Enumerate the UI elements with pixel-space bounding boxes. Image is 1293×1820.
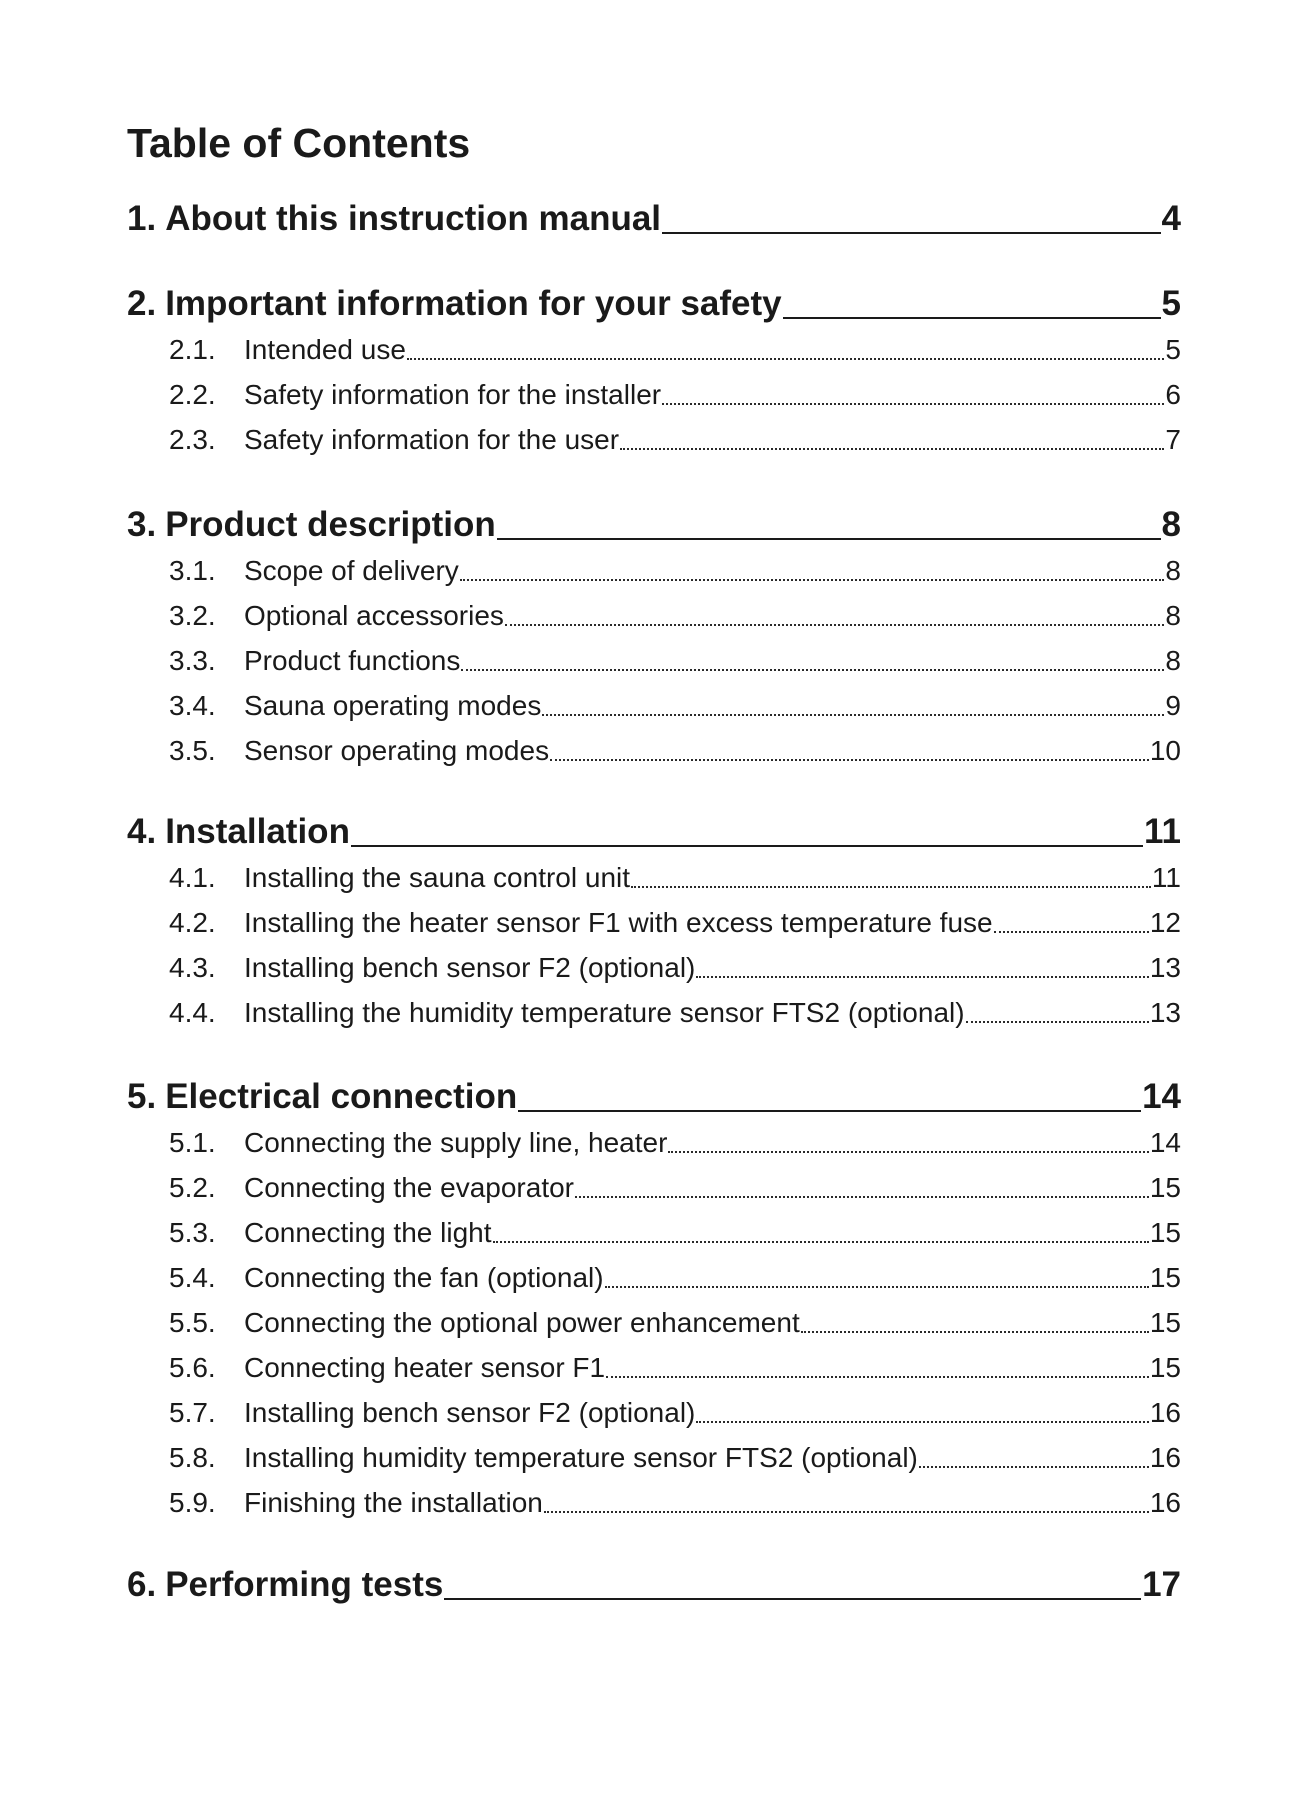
- page-number: 8: [1161, 505, 1181, 544]
- section-title: Installing the sauna control unit: [244, 862, 631, 893]
- page-number: 16: [1149, 1397, 1181, 1428]
- dot-leader: [994, 931, 1149, 933]
- section-number: 5.6.: [169, 1352, 216, 1383]
- toc-section-entry[interactable]: [169, 1215, 1181, 1251]
- section-title: Installing the heater sensor F1 with excess temperature fuse: [244, 907, 993, 938]
- page-number: 12: [1149, 907, 1181, 938]
- dot-leader: [542, 714, 1164, 716]
- section-title: Connecting the optional power enhancement: [244, 1307, 800, 1338]
- section-title: Intended use: [244, 334, 406, 365]
- page-number: 7: [1165, 424, 1181, 455]
- section-number: 3.4.: [169, 690, 216, 721]
- chapter-title: Product description: [165, 505, 496, 544]
- section-number: 5.2.: [169, 1172, 216, 1203]
- section-number: 5.4.: [169, 1262, 216, 1293]
- section-number: 3.5.: [169, 735, 216, 766]
- page-number: 6: [1165, 379, 1181, 410]
- dot-leader: [631, 886, 1151, 888]
- section-number: 5.3.: [169, 1217, 216, 1248]
- dot-leader: [575, 1196, 1149, 1198]
- chapter-title: Important information for your safety: [165, 284, 782, 323]
- section-number: 5.9.: [169, 1487, 216, 1518]
- section-title: Installing humidity temperature sensor FTS2 (optional): [244, 1442, 918, 1473]
- page-number: 8: [1165, 555, 1181, 586]
- dot-leader: [620, 448, 1164, 450]
- toc-section-entry[interactable]: [169, 1485, 1181, 1521]
- section-title: Connecting heater sensor F1: [244, 1352, 606, 1383]
- dot-leader: [493, 1241, 1149, 1243]
- toc-chapter-entry[interactable]: [127, 1563, 1181, 1607]
- leader-line: [783, 317, 1161, 319]
- chapter-title: About this instruction manual: [165, 199, 662, 238]
- leader-line: [351, 845, 1143, 847]
- page-number: 11: [1151, 862, 1181, 893]
- chapter-number: 6.: [127, 1565, 157, 1604]
- section-title: Product functions: [244, 645, 461, 676]
- section-number: 4.1.: [169, 862, 216, 893]
- chapter-number: 1.: [127, 199, 157, 238]
- leader-line: [497, 538, 1161, 540]
- section-title: Installing bench sensor F2 (optional): [244, 1397, 696, 1428]
- chapter-title: Performing tests: [165, 1565, 444, 1604]
- dot-leader: [668, 1151, 1148, 1153]
- chapter-number: 4.: [127, 812, 157, 851]
- page-number: 16: [1149, 1442, 1181, 1473]
- section-number: 5.7.: [169, 1397, 216, 1428]
- toc-section-entry[interactable]: [169, 995, 1181, 1031]
- section-number: 2.3.: [169, 424, 216, 455]
- section-title: Safety information for the user: [244, 424, 620, 455]
- toc-section-entry[interactable]: [169, 1395, 1181, 1431]
- section-title: Connecting the fan (optional): [244, 1262, 604, 1293]
- dot-leader: [505, 624, 1165, 626]
- dot-leader: [801, 1331, 1149, 1333]
- page-number: 15: [1149, 1172, 1181, 1203]
- dot-leader: [544, 1511, 1149, 1513]
- section-number: 4.3.: [169, 952, 216, 983]
- toc-section-entry[interactable]: [169, 643, 1181, 679]
- section-title: Sensor operating modes: [244, 735, 550, 766]
- section-number: 5.1.: [169, 1127, 216, 1158]
- page-number: 13: [1149, 997, 1181, 1028]
- toc-section-entry[interactable]: [169, 332, 1181, 368]
- section-title: Installing the humidity temperature sensor FTS2 (optional): [244, 997, 965, 1028]
- section-title: Optional accessories: [244, 600, 504, 631]
- toc-section-entry[interactable]: [169, 1260, 1181, 1296]
- page-number: 15: [1149, 1217, 1181, 1248]
- dot-leader: [662, 403, 1164, 405]
- dot-leader: [407, 358, 1165, 360]
- dot-leader: [605, 1286, 1149, 1288]
- page-number: 17: [1142, 1565, 1181, 1604]
- page-number: 13: [1149, 952, 1181, 983]
- dot-leader: [696, 976, 1148, 978]
- page-number: 4: [1161, 199, 1181, 238]
- page-number: 9: [1165, 690, 1181, 721]
- section-number: 4.4.: [169, 997, 216, 1028]
- page-number: 15: [1149, 1262, 1181, 1293]
- page-number: 11: [1144, 812, 1181, 851]
- dot-leader: [696, 1421, 1148, 1423]
- dot-leader: [606, 1376, 1149, 1378]
- toc-chapter-entry[interactable]: [127, 1075, 1181, 1119]
- section-number: 5.8.: [169, 1442, 216, 1473]
- toc-section-entry[interactable]: [169, 950, 1181, 986]
- toc-section-entry[interactable]: [169, 905, 1181, 941]
- page-number: 5: [1161, 284, 1181, 323]
- section-title: Sauna operating modes: [244, 690, 542, 721]
- toc-section-entry[interactable]: [169, 1305, 1181, 1341]
- chapter-number: 3.: [127, 505, 157, 544]
- toc-section-entry[interactable]: [169, 422, 1181, 458]
- section-title: Connecting the evaporator: [244, 1172, 574, 1203]
- section-title: Finishing the installation: [244, 1487, 543, 1518]
- section-title: Safety information for the installer: [244, 379, 662, 410]
- toc-section-entry[interactable]: [169, 1350, 1181, 1386]
- toc-section-entry[interactable]: [169, 377, 1181, 413]
- toc-chapter-entry[interactable]: [127, 503, 1181, 547]
- page-number: 16: [1149, 1487, 1181, 1518]
- section-title: Connecting the light: [244, 1217, 492, 1248]
- dot-leader: [550, 759, 1149, 761]
- chapter-number: 5.: [127, 1077, 157, 1116]
- page-number: 15: [1149, 1352, 1181, 1383]
- section-number: 2.2.: [169, 379, 216, 410]
- toc-section-entry[interactable]: [169, 860, 1181, 896]
- page-number: 5: [1165, 334, 1181, 365]
- dot-leader: [966, 1021, 1149, 1023]
- section-title: Connecting the supply line, heater: [244, 1127, 668, 1158]
- dot-leader: [460, 579, 1165, 581]
- leader-line: [444, 1598, 1141, 1600]
- page-number: 14: [1142, 1077, 1181, 1116]
- toc-chapter-entry[interactable]: [127, 810, 1181, 854]
- toc-section-entry[interactable]: [169, 1440, 1181, 1476]
- page-number: 10: [1149, 735, 1181, 766]
- section-number: 3.3.: [169, 645, 216, 676]
- toc-section-entry[interactable]: [169, 1170, 1181, 1206]
- page-number: 8: [1165, 645, 1181, 676]
- toc-section-entry[interactable]: [169, 688, 1181, 724]
- leader-line: [518, 1110, 1141, 1112]
- dot-leader: [461, 669, 1164, 671]
- chapter-number: 2.: [127, 284, 157, 323]
- section-number: 2.1.: [169, 334, 216, 365]
- chapter-title: Electrical connection: [165, 1077, 518, 1116]
- section-number: 3.1.: [169, 555, 216, 586]
- leader-line: [662, 232, 1161, 234]
- section-number: 3.2.: [169, 600, 216, 631]
- chapter-title: Installation: [165, 812, 350, 851]
- section-title: Installing bench sensor F2 (optional): [244, 952, 696, 983]
- toc-chapter-entry[interactable]: [127, 282, 1181, 326]
- section-number: 4.2.: [169, 907, 216, 938]
- page-number: 14: [1149, 1127, 1181, 1158]
- toc-section-entry[interactable]: [169, 1125, 1181, 1161]
- page-number: 8: [1165, 600, 1181, 631]
- toc-section-entry[interactable]: [169, 733, 1181, 769]
- toc-section-entry[interactable]: [169, 553, 1181, 589]
- toc-chapter-entry[interactable]: [127, 197, 1181, 241]
- toc-section-entry[interactable]: [169, 598, 1181, 634]
- dot-leader: [919, 1466, 1149, 1468]
- page-title: Table of Contents: [127, 120, 471, 166]
- section-number: 5.5.: [169, 1307, 216, 1338]
- page-number: 15: [1149, 1307, 1181, 1338]
- section-title: Scope of delivery: [244, 555, 459, 586]
